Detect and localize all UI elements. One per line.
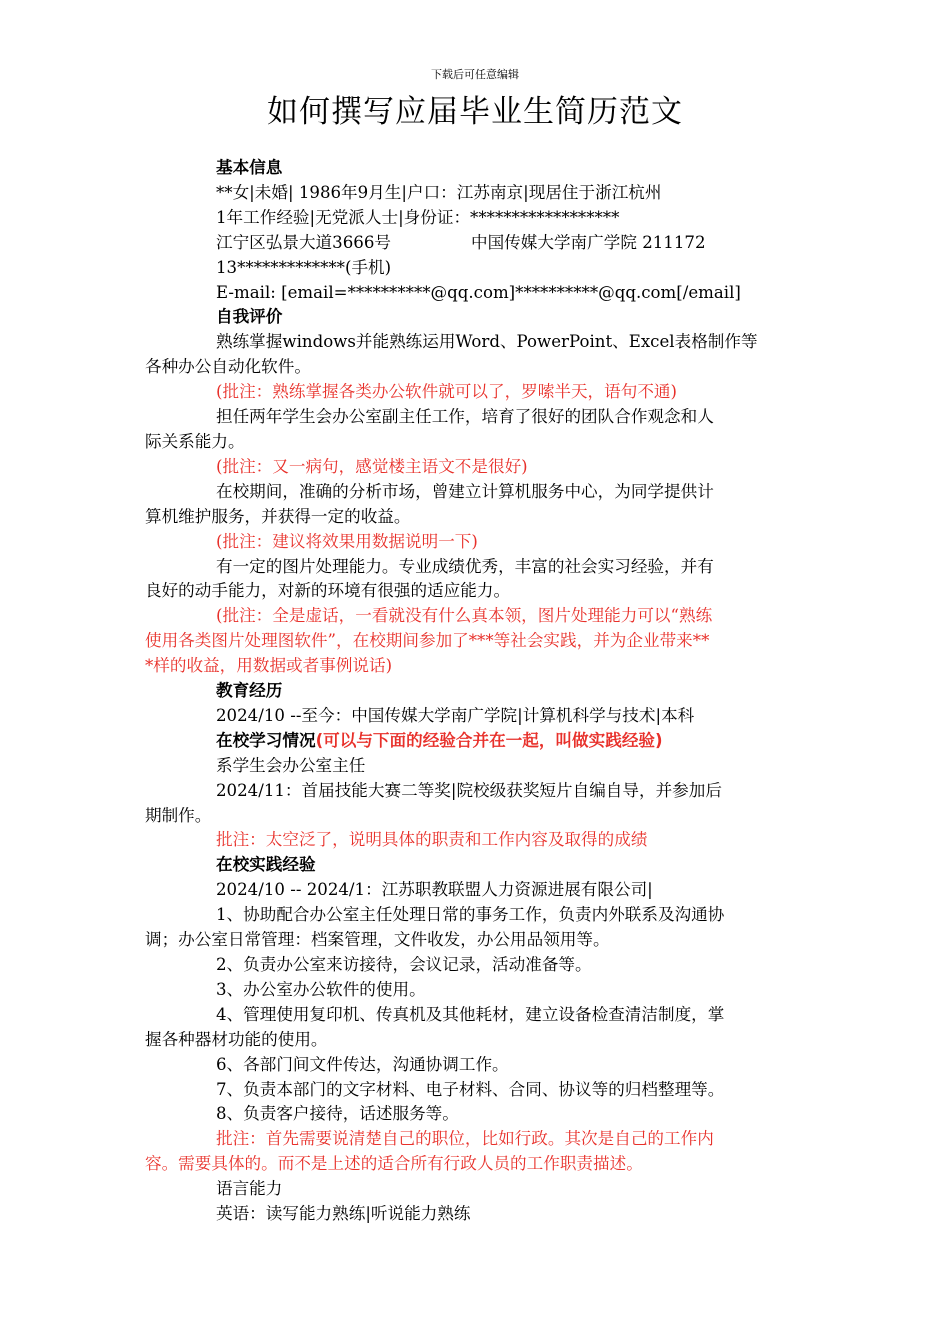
self-eval-p4b: 良好的动手能力，对新的环境有很强的适应能力。 xyxy=(145,581,511,601)
language-line: 英语：读写能力熟练|听说能力熟练 xyxy=(216,1204,471,1224)
basic-info-line-2: 1年工作经验|无党派人士|身份证：****************** xyxy=(216,207,620,227)
phone: 13*************(手机) xyxy=(216,257,392,277)
study-heading-note: (可以与下面的经验合并在一起，叫做实践经验) xyxy=(315,730,663,750)
section-heading-education: 教育经历 xyxy=(216,681,283,701)
practice-item-6: 6、各部门间文件传达，沟通协调工作。 xyxy=(216,1054,509,1074)
practice-item-1a: 1、协助配合办公室主任处理日常的事务工作，负责内外联系及沟通协 xyxy=(216,905,725,925)
section-heading-study-row xyxy=(145,729,810,754)
section-heading-study: 在校学习情况 xyxy=(216,730,316,750)
annotation-4c: *样的收益，用数据或者事例说话) xyxy=(145,656,393,676)
resume-body xyxy=(145,156,810,1227)
address: 江宁区弘景大道3666号 xyxy=(216,232,391,252)
self-eval-p4a: 有一定的图片处理能力。专业成绩优秀，丰富的社会实习经验，并有 xyxy=(216,556,714,576)
annotation-1: (批注：熟练掌握各类办公软件就可以了，罗嗦半天，语句不通) xyxy=(216,382,677,402)
self-eval-p1a: 熟练掌握windows并能熟练运用Word、PowerPoint、Excel表格制作等 xyxy=(216,332,758,352)
practice-item-4a: 4、管理使用复印机、传真机及其他耗材，建立设备检查清洁制度，掌 xyxy=(216,1004,725,1024)
document-title: 如何撰写应届毕业生简历范文 xyxy=(267,94,683,130)
annotation-5: 批注：太空泛了，说明具体的职责和工作内容及取得的成绩 xyxy=(216,830,648,850)
annotation-2: (批注：又一病句，感觉楼主语文不是很好) xyxy=(216,456,528,476)
section-heading-language: 语言能力 xyxy=(216,1179,283,1199)
annotation-6b: 容。需要具体的。而不是上述的适合所有行政人员的工作职责描述。 xyxy=(145,1154,643,1174)
practice-line-0: 2024/10 -- 2024/1：江苏职教联盟人力资源进展有限公司| xyxy=(216,880,653,900)
header-note: 下载后可任意编辑 xyxy=(431,68,519,81)
email: E-mail: [email=**********@qq.com]**********@qq.com[/email] xyxy=(216,282,741,302)
self-eval-p3b: 算机维护服务，并获得一定的收益。 xyxy=(145,506,411,526)
practice-item-7: 7、负责本部门的文字材料、电子材料、合同、协议等的归档整理等。 xyxy=(216,1079,725,1099)
self-eval-p1b: 各种办公自动化软件。 xyxy=(145,357,311,377)
annotation-6a: 批注：首先需要说清楚自己的职位，比如行政。其次是自己的工作内 xyxy=(216,1129,714,1149)
practice-item-2: 2、负责办公室来访接待，会议记录，活动准备等。 xyxy=(216,955,592,974)
practice-item-4b: 握各种器材功能的使用。 xyxy=(145,1029,328,1049)
annotation-4b: 使用各类图片处理图软件”，在校期间参加了***等社会实践，并为企业带来** xyxy=(145,631,710,651)
practice-item-1b: 调；办公室日常管理：档案管理，文件收发，办公用品领用等。 xyxy=(145,930,610,950)
section-heading-practice: 在校实践经验 xyxy=(216,855,316,875)
school-zip: 中国传媒大学南广学院 211172 xyxy=(470,232,706,252)
self-eval-p2b: 际关系能力。 xyxy=(145,431,245,451)
education-line: 2024/10 --至今：中国传媒大学南广学院|计算机科学与技术|本科 xyxy=(216,705,695,725)
study-line-2a: 2024/11：首届技能大赛二等奖|院校级获奖短片自编自导，并参加后 xyxy=(216,780,722,800)
section-heading-basic-info: 基本信息 xyxy=(216,158,283,177)
practice-item-3: 3、办公室办公软件的使用。 xyxy=(216,979,426,999)
practice-item-8: 8、负责客户接待，话述服务等。 xyxy=(216,1104,459,1124)
self-eval-p3a: 在校期间，准确的分析市场，曾建立计算机服务中心，为同学提供计 xyxy=(216,481,714,501)
basic-info-line-1: **女|未婚| 1986年9月生|户口：江苏南京|现居住于浙江杭州 xyxy=(216,182,662,202)
annotation-4a: (批注：全是虚话，一看就没有什么真本领，图片处理能力可以“熟练 xyxy=(216,606,713,626)
section-heading-self-eval: 自我评价 xyxy=(216,307,283,327)
study-line-2b: 期制作。 xyxy=(145,805,212,825)
study-line-1: 系学生会办公室主任 xyxy=(216,755,366,775)
basic-info-address-row xyxy=(145,231,810,256)
annotation-3: (批注：建议将效果用数据说明一下) xyxy=(216,531,478,551)
self-eval-p2a: 担任两年学生会办公室副主任工作，培育了很好的团队合作观念和人 xyxy=(216,407,714,427)
